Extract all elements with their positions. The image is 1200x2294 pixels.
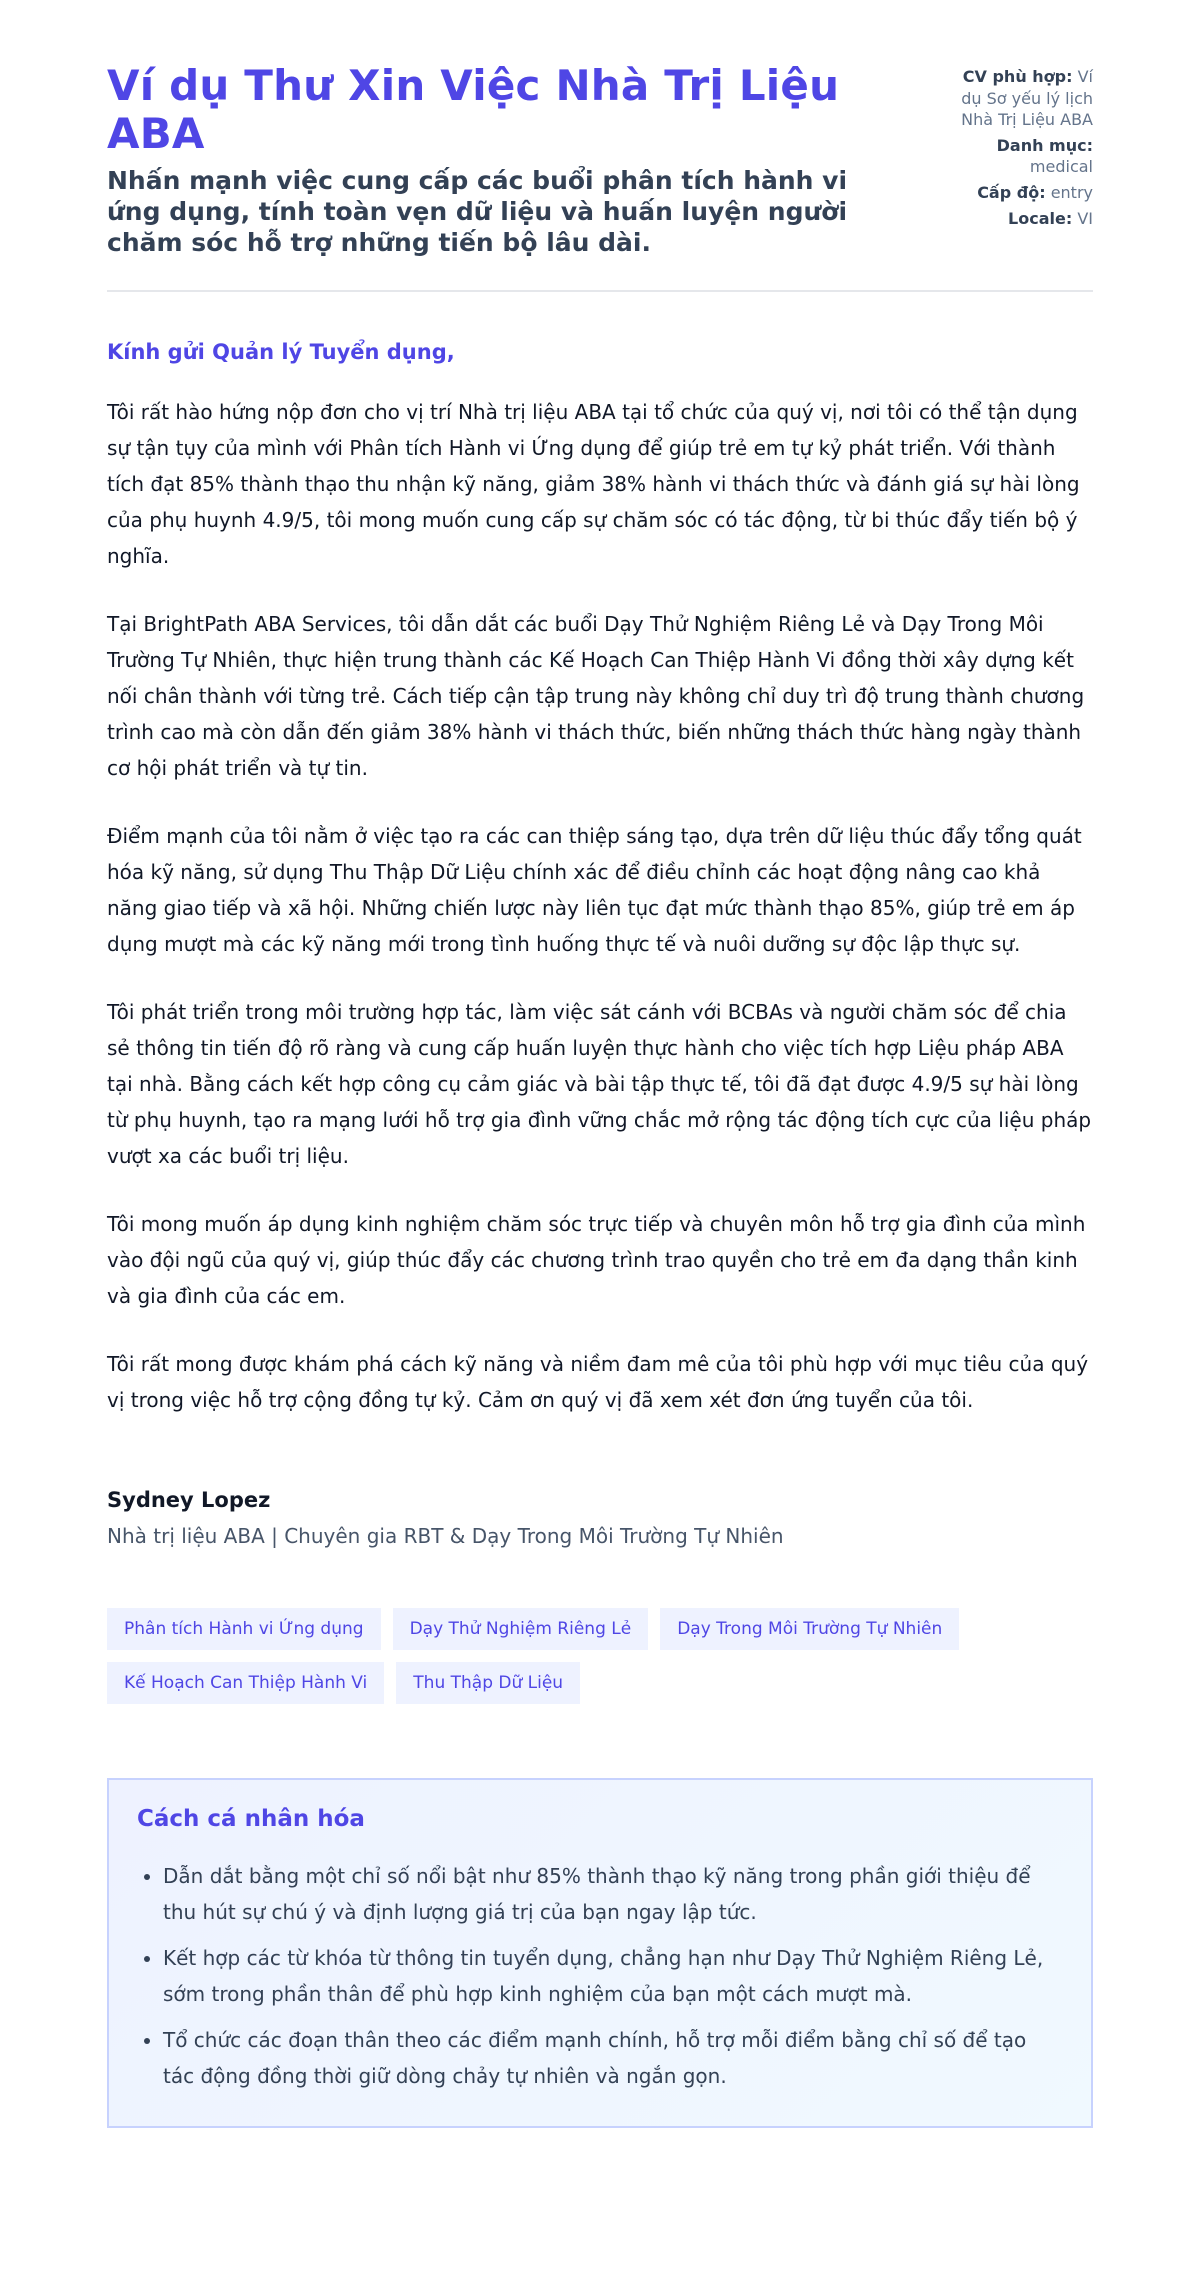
letter-paragraph: Tôi phát triển trong môi trường hợp tác, làm việc sát cánh với BCBAs và người chăm sóc để chia sẻ thông tin tiến độ rõ ràng và cung cấp huấn luyện thực hành cho việc tích hợp Liệu pháp ABA tại nhà. Bằng cách kết hợp công cụ cảm giác và bài tập thực tế, tôi đã đạt được 4.9/5 sự hài lòng từ phụ huynh, tạo ra mạng lưới hỗ trợ gia đình vững chắc mở rộng tác động tích cực của liệu pháp vượt xa các buổi trị liệu. xyxy=(107,1000,1092,1169)
tips-list xyxy=(137,1858,1063,2094)
tip-item: • Tổ chức các đoạn thân theo các điểm mạnh chính, hỗ trợ mỗi điểm bằng chỉ số để tạo tác động đồng thời giữ dòng chảy tự nhiên và ngắn gọn. xyxy=(163,2022,1063,2094)
page-title: Ví dụ Thư Xin Việc Nhà Trị Liệu ABA xyxy=(107,61,840,159)
meta-category-value: medical xyxy=(1029,157,1093,177)
meta-locale-value: VI xyxy=(1077,208,1093,228)
skill-tag: Phân tích Hành vi Ứng dụng xyxy=(107,1608,381,1650)
signature-name: Sydney Lopez xyxy=(107,1488,271,1513)
letter-paragraph: Điểm mạnh của tôi nằm ở việc tạo ra các can thiệp sáng tạo, dựa trên dữ liệu thúc đẩy tổng quát hóa kỹ năng, sử dụng Thu Thập Dữ Liệu chính xác để điều chỉnh các hoạt động nâng cao khả năng giao tiếp và xã hội. Những chiến lược này liên tục đạt mức thành thạo 85%, giúp trẻ em áp dụng mượt mà các kỹ năng mới trong tình huống thực tế và nuôi dưỡng sự độc lập thực sự. xyxy=(107,824,1082,957)
skill-tag: Dạy Trong Môi Trường Tự Nhiên xyxy=(660,1608,959,1650)
letter-paragraph: Tôi mong muốn áp dụng kinh nghiệm chăm sóc trực tiếp và chuyên môn hỗ trợ gia đình của mình vào đội ngũ của quý vị, giúp thúc đẩy các chương trình trao quyền cho trẻ em đa dạng thần kinh và gia đình của các em. xyxy=(107,1212,1086,1309)
meta-cv xyxy=(943,66,1093,131)
meta-category xyxy=(943,135,1093,178)
meta-locale xyxy=(943,208,1093,230)
meta-locale-label: Locale: xyxy=(1008,208,1073,228)
letter-paragraph: Tôi rất hào hứng nộp đơn cho vị trí Nhà trị liệu ABA tại tổ chức của quý vị, nơi tôi có thể tận dụng sự tận tụy của mình với Phân tích Hành vi Ứng dụng để giúp trẻ em tự kỷ phát triển. Với thành tích đạt 85% thành thạo thu nhận kỹ năng, giảm 38% hành vi thách thức và đánh giá sự hài lòng của phụ huynh 4.9/5, tôi mong muốn cung cấp sự chăm sóc có tác động, từ bi thúc đẩy tiến bộ ý nghĩa. xyxy=(107,400,1080,569)
page-subtitle: Nhấn mạnh việc cung cấp các buổi phân tích hành vi ứng dụng, tính toàn vẹn dữ liệu và huấn luyện người chăm sóc hỗ trợ những tiến bộ lâu dài. xyxy=(107,165,848,258)
letter-paragraph: Tôi rất mong được khám phá cách kỹ năng và niềm đam mê của tôi phù hợp với mục tiêu của quý vị trong việc hỗ trợ cộng đồng tự kỷ. Cảm ơn quý vị đã xem xét đơn ứng tuyển của tôi. xyxy=(107,1352,1089,1413)
tip-item: • Dẫn dắt bằng một chỉ số nổi bật như 85% thành thạo kỹ năng trong phần giới thiệu để thu hút sự chú ý và định lượng giá trị của bạn ngay lập tức. xyxy=(163,1858,1063,1930)
meta-level-label: Cấp độ: xyxy=(977,182,1046,202)
tip-item: • Kết hợp các từ khóa từ thông tin tuyển dụng, chẳng hạn như Dạy Thử Nghiệm Riêng Lẻ, sớm trong phần thân để phù hợp kinh nghiệm của bạn một cách mượt mà. xyxy=(163,1940,1063,2012)
meta-level xyxy=(943,182,1093,204)
salutation: Kính gửi Quản lý Tuyển dụng, xyxy=(107,340,455,365)
meta-category-label: Danh mục: xyxy=(996,135,1093,155)
title-block xyxy=(107,62,907,258)
skill-tag: Thu Thập Dữ Liệu xyxy=(396,1662,580,1704)
personalization-tips xyxy=(107,1778,1093,2128)
page-header xyxy=(107,62,1093,258)
skill-tag: Dạy Thử Nghiệm Riêng Lẻ xyxy=(393,1608,649,1650)
skill-tags xyxy=(107,1608,1093,1716)
tips-title: Cách cá nhân hóa xyxy=(137,1806,365,1833)
skill-tag: Kế Hoạch Can Thiệp Hành Vi xyxy=(107,1662,384,1704)
meta-level-value: entry xyxy=(1050,182,1093,202)
meta-cv-label: CV phù hợp: xyxy=(962,67,1073,86)
letter-paragraph: Tại BrightPath ABA Services, tôi dẫn dắt các buổi Dạy Thử Nghiệm Riêng Lẻ và Dạy Trong Môi Trường Tự Nhiên, thực hiện trung thành các Kế Hoạch Can Thiệp Hành Vi đồng thời xây dựng kết nối chân thành với từng trẻ. Cách tiếp cận tập trung này không chỉ duy trì độ trung thành chương trình cao mà còn dẫn đến giảm 38% hành vi thách thức, biến những thách thức hàng ngày thành cơ hội phát triển và tự tin. xyxy=(107,612,1085,781)
meta-panel xyxy=(943,66,1093,233)
header-divider xyxy=(107,290,1093,292)
signature-role: Nhà trị liệu ABA | Chuyên gia RBT & Dạy Trong Môi Trường Tự Nhiên xyxy=(107,1524,784,1549)
meta-cv-value: Ví dụ Sơ yếu lý lịch Nhà Trị Liệu ABA xyxy=(961,67,1093,130)
